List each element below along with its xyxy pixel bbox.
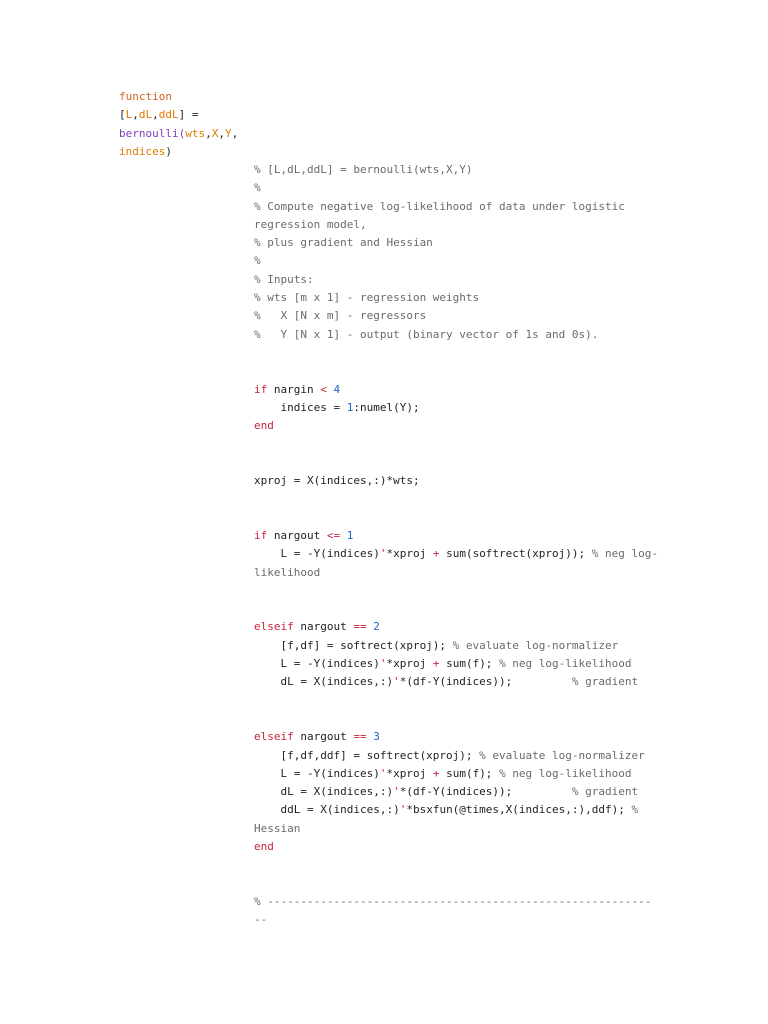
code-text: indices =	[254, 400, 347, 414]
elseif-keyword: elseif	[254, 620, 294, 634]
arg-X: X	[211, 126, 219, 140]
comment-line: % Y [N x 1] - output (binary vector of 1s and 0s).	[254, 327, 599, 341]
comment-line: likelihood	[254, 565, 321, 579]
bracket-open: [	[119, 108, 126, 122]
arg-Y: Y	[224, 126, 232, 140]
blank-line	[254, 875, 649, 893]
comma: ,	[132, 108, 139, 122]
comma: ,	[218, 126, 225, 140]
comment-line: % wts [m x 1] - regression weights	[254, 291, 480, 305]
end-keyword: end	[254, 839, 274, 853]
operator: '	[393, 785, 400, 799]
blank-line	[254, 435, 649, 453]
arg-indices: indices	[119, 144, 166, 158]
code-text: [f,df,ddf] = softrect(xproj);	[254, 748, 480, 762]
comma: ,	[205, 126, 212, 140]
code-line	[254, 747, 649, 765]
code-text: *xproj	[386, 657, 433, 671]
end-keyword: end	[254, 419, 274, 433]
comment-line: % Inputs:	[254, 272, 314, 286]
separator-comment: --	[254, 913, 268, 927]
inline-comment: % neg log-	[591, 547, 659, 561]
code-line	[254, 381, 649, 399]
inline-comment: %	[631, 803, 639, 817]
code-line	[254, 728, 649, 746]
comment-line: %	[254, 181, 261, 195]
comma: ,	[231, 126, 239, 140]
code-text: L = -Y(indices)	[254, 547, 380, 561]
bracket-close-equals: ] =	[178, 108, 199, 122]
code-text: L = -Y(indices)	[254, 766, 380, 780]
code-line: xproj = X(indices,:)*wts;	[254, 474, 420, 488]
number: 3	[366, 730, 380, 744]
code-line	[254, 618, 649, 636]
code-text: L = -Y(indices)	[254, 657, 380, 671]
code-line	[254, 545, 659, 563]
number: 4	[326, 382, 341, 396]
separator-comment: % ----------------------------------------------------------	[254, 894, 652, 908]
paren-close: )	[165, 144, 172, 158]
blank-line	[254, 692, 649, 710]
blank-line	[254, 710, 649, 728]
code-line	[254, 655, 649, 673]
inline-comment: % evaluate log-normalizer	[479, 748, 645, 762]
inline-comment: % neg log-likelihood	[499, 766, 632, 780]
inline-comment: % gradient	[571, 785, 639, 799]
code-text: sum(f);	[439, 657, 500, 671]
code-text: *(df-Y(indices));	[399, 675, 572, 689]
function-name: bernoulli(	[119, 126, 186, 140]
inline-comment: % neg log-likelihood	[499, 657, 632, 671]
code-text: :numel(Y);	[353, 400, 420, 414]
elseif-keyword: elseif	[254, 730, 294, 744]
signature-call	[119, 125, 254, 143]
code-line	[254, 399, 649, 417]
blank-line	[254, 600, 649, 618]
code-line	[254, 527, 649, 545]
output-L: L	[125, 108, 133, 122]
code-line	[254, 673, 649, 691]
signature-outputs	[119, 106, 254, 124]
code-text: *xproj	[386, 766, 433, 780]
code-text: *bsxfun(@times,X(indices,:),ddf);	[406, 803, 632, 817]
if-keyword: if	[254, 528, 268, 542]
code-text: sum(softrect(xproj));	[439, 547, 592, 561]
function-signature	[119, 88, 254, 161]
code-text: dL = X(indices,:)	[254, 785, 394, 799]
operator: '	[379, 657, 387, 671]
blank-line	[254, 362, 649, 380]
condition: nargout	[293, 620, 354, 634]
condition: nargout	[293, 730, 354, 744]
code-text: [f,df] = softrect(xproj);	[254, 638, 453, 652]
operator: ==	[353, 730, 367, 744]
function-body	[254, 161, 659, 929]
signature-last-arg	[119, 143, 254, 161]
comment-line: % X [N x m] - regressors	[254, 309, 427, 323]
comment-line: regression model,	[254, 217, 367, 231]
condition: nargin	[267, 382, 321, 396]
operator: ==	[353, 620, 367, 634]
comment-line: % plus gradient and Hessian	[254, 236, 433, 250]
code-line	[254, 765, 649, 783]
operator: '	[399, 803, 407, 817]
code-line	[254, 801, 649, 819]
output-ddL: ddL	[158, 108, 179, 122]
operator: '	[379, 547, 387, 561]
code-text: *(df-Y(indices));	[399, 785, 572, 799]
blank-line	[254, 856, 649, 874]
blank-line	[254, 582, 649, 600]
code-text: sum(f);	[439, 766, 500, 780]
blank-line	[254, 344, 649, 362]
operator: '	[393, 675, 400, 689]
comment-line: Hessian	[254, 821, 301, 835]
code-text: ddL = X(indices,:)	[254, 803, 400, 817]
operator: <	[320, 382, 327, 396]
inline-comment: % gradient	[571, 675, 639, 689]
number: 1	[340, 528, 354, 542]
operator: '	[379, 766, 387, 780]
code-line	[254, 637, 649, 655]
blank-line	[254, 509, 649, 527]
comment-line: %	[254, 254, 261, 268]
comment-line: % [L,dL,ddL] = bernoulli(wts,X,Y)	[254, 163, 473, 176]
operator: +	[432, 766, 440, 780]
inline-comment: % evaluate log-normalizer	[452, 638, 619, 652]
blank-line	[254, 490, 649, 508]
arg-wts: wts	[185, 126, 206, 140]
condition: nargout	[267, 528, 327, 542]
code-line	[254, 783, 649, 801]
function-keyword: function	[119, 90, 172, 103]
operator: +	[432, 657, 440, 671]
operator: +	[432, 547, 440, 561]
if-keyword: if	[254, 382, 268, 396]
number: 2	[366, 620, 380, 634]
comma: ,	[152, 108, 159, 122]
output-dL: dL	[138, 108, 153, 122]
operator: <=	[326, 528, 341, 542]
code-text: dL = X(indices,:)	[254, 675, 394, 689]
number: 1	[346, 400, 354, 414]
comment-line: % Compute negative log-likelihood of data under logistic	[254, 199, 625, 213]
blank-line	[254, 454, 649, 472]
code-text: *xproj	[386, 547, 433, 561]
